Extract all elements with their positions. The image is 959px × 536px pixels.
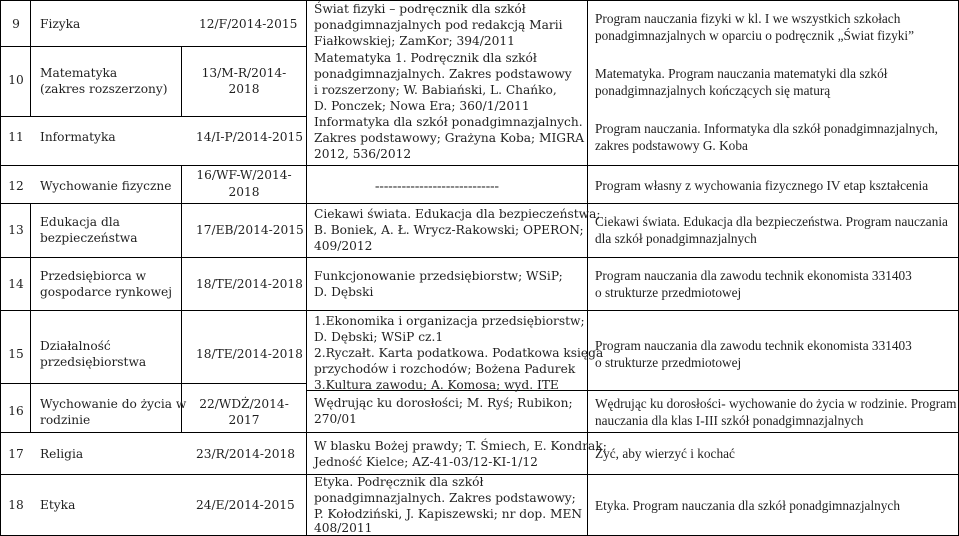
textbook-line: 2012, 536/2012 [314, 147, 412, 161]
textbook-line: ponadgimnazjalnych pod redakcją Marii [314, 18, 563, 32]
textbook-line: ponadgimnazjalnych. Zakres podstawowy; [314, 491, 576, 505]
program-line: ponadgimnazjalnych kończących się maturą [595, 83, 831, 98]
program-line: o strukturze przedmiotowej [595, 285, 742, 300]
program-code: 14/I-P/2014-2015 [196, 130, 304, 144]
row-number: 16 [8, 404, 24, 418]
row-number: 12 [8, 179, 24, 193]
textbook-line: Zakres podstawowy; Grażyna Koba; MIGRA [314, 131, 585, 145]
program-code: 16/WF-W/2014- [196, 168, 292, 182]
program-code: 17/EB/2014-2015 [196, 223, 304, 237]
subject-name: Wychowanie do życia w [40, 397, 187, 411]
row-divider [0, 383, 306, 384]
textbook-line: Fiałkowskiej; ZamKor; 394/2011 [314, 34, 515, 48]
program-line: nauczania dla klas I-III szkół ponadgimnazjalnych [595, 413, 864, 428]
program-line: ponadgimnazjalnych w oparciu o podręcznik „Świat fizyki” [595, 28, 915, 43]
subject-name: Matematyka [40, 66, 118, 80]
row-divider [0, 116, 306, 117]
program-line: Wędrując ku dorosłości- wychowanie do życia w rodzinie. Program [595, 396, 957, 411]
row-number: 14 [8, 277, 24, 291]
textbook-line: ---------------------------- [375, 178, 499, 193]
subject-name: Przedsiębiorca w [40, 269, 147, 283]
textbook-line: P. Kołodziński, J. Kapiszewski; nr dop. MEN [314, 507, 583, 521]
col-divider [587, 0, 588, 536]
textbook-line: D. Dębski; WSiP cz.1 [314, 330, 444, 344]
textbook-line: Jedność Kielce; AZ-41-03/12-KI-1/12 [314, 455, 538, 469]
row-number: 13 [8, 223, 24, 237]
program-code: 2018 [228, 185, 260, 199]
textbook-line: Świat fizyki – podręcznik dla szkół [314, 2, 526, 16]
program-line: zakres podstawowy G. Koba [595, 138, 748, 153]
textbook-line: B. Boniek, A. Ł. Wrycz-Rakowski; OPERON; [314, 223, 584, 237]
row-divider [0, 310, 959, 311]
program-code: 24/E/2014-2015 [196, 498, 295, 512]
program-code: 18/TE/2014-2018 [196, 347, 303, 361]
program-line: Matematyka. Program nauczania matematyki dla szkół [595, 66, 888, 81]
textbook-line: 2.Ryczałt. Karta podatkowa. Podatkowa księga [314, 346, 604, 360]
textbook-line: ponadgimnazjalnych. Zakres podstawowy [314, 67, 572, 81]
row-number: 17 [8, 447, 24, 461]
program-code: 2018 [228, 82, 260, 96]
row-divider [0, 46, 306, 47]
textbook-line: Etyka. Podręcznik dla szkół [314, 475, 484, 489]
program-code: 22/WDŻ/2014- [199, 397, 289, 411]
textbook-line: D. Ponczek; Nowa Era; 360/1/2011 [314, 99, 530, 113]
subject-name: gospodarce rynkowej [40, 285, 173, 299]
program-line: Program nauczania dla zawodu technik ekonomista 331403 [595, 268, 912, 283]
subject-name: Fizyka [40, 17, 81, 31]
subject-name: Edukacja dla [40, 215, 120, 229]
row-number: 9 [12, 17, 20, 31]
col-divider [306, 0, 307, 536]
subject-name: rodzinie [40, 413, 91, 427]
program-line: Program nauczania dla zawodu technik ekonomista 331403 [595, 338, 912, 353]
row-number: 11 [8, 130, 24, 144]
subject-name: bezpieczeństwa [40, 231, 138, 245]
subject-name: (zakres rozszerzony) [40, 82, 168, 96]
program-code: 18/TE/2014-2018 [196, 277, 303, 291]
row-number: 18 [8, 498, 24, 512]
program-line: Żyć, aby wierzyć i kochać [595, 446, 735, 461]
textbook-line: 270/01 [314, 412, 357, 426]
row-number: 10 [8, 73, 24, 87]
program-code: 2017 [228, 413, 260, 427]
subject-name: Etyka [40, 498, 76, 512]
subject-name: Informatyka [40, 130, 116, 144]
row-number: 15 [8, 347, 24, 361]
textbook-line: 3.Kultura zawodu; A. Komosa; wyd. ITE [314, 378, 559, 392]
program-line: dla szkół ponadgimnazjalnych [595, 231, 757, 246]
program-line: o strukturze przedmiotowej [595, 355, 742, 370]
program-line: Etyka. Program nauczania dla szkół ponadgimnazjalnych [595, 498, 900, 513]
textbook-line: i rozszerzony; W. Babiański, L. Chańko, [314, 83, 557, 97]
textbook-line: Funkcjonowanie przedsiębiorstw; WSiP; [314, 269, 563, 283]
row-divider [0, 165, 959, 166]
textbook-line: Ciekawi świata. Edukacja dla bezpieczeństwa; [314, 207, 601, 221]
program-code: 13/M-R/2014- [201, 66, 287, 80]
subject-name: przedsiębiorstwa [40, 355, 147, 369]
subject-name: Działalność [40, 339, 111, 353]
textbook-line: Wędrując ku dorosłości; M. Ryś; Rubikon; [314, 396, 573, 410]
subject-name: Wychowanie fizyczne [40, 179, 172, 193]
subject-name: Religia [40, 447, 84, 461]
program-code: 23/R/2014-2018 [196, 447, 296, 461]
program-code: 12/F/2014-2015 [199, 17, 298, 31]
textbook-line: Informatyka dla szkół ponadgimnazjalnych. [314, 115, 583, 129]
program-line: Program własny z wychowania fizycznego IV etap kształcenia [595, 178, 929, 193]
row-divider [0, 257, 959, 258]
row-divider [0, 203, 959, 204]
program-line: Program nauczania. Informatyka dla szkół ponadgimnazjalnych, [595, 121, 939, 136]
textbook-line: przychodów i rozchodów; Bożena Padurek [314, 362, 576, 376]
textbook-line: 409/2012 [314, 239, 373, 253]
program-line: Ciekawi świata. Edukacja dla bezpieczeństwa. Program nauczania [595, 214, 948, 229]
textbook-line: 1.Ekonomika i organizacja przedsiębiorstw; [314, 314, 585, 328]
row-divider [0, 432, 959, 433]
textbook-line: Matematyka 1. Podręcznik dla szkół [314, 51, 537, 65]
textbook-line: D. Dębski [314, 285, 374, 299]
textbook-line: 408/2011 [314, 521, 373, 535]
textbook-line: W blasku Bożej prawdy; T. Śmiech, E. Kondrak; [314, 439, 607, 453]
program-line: Program nauczania fizyki w kl. I we wszystkich szkołach [595, 11, 901, 26]
col-divider [181, 165, 182, 432]
